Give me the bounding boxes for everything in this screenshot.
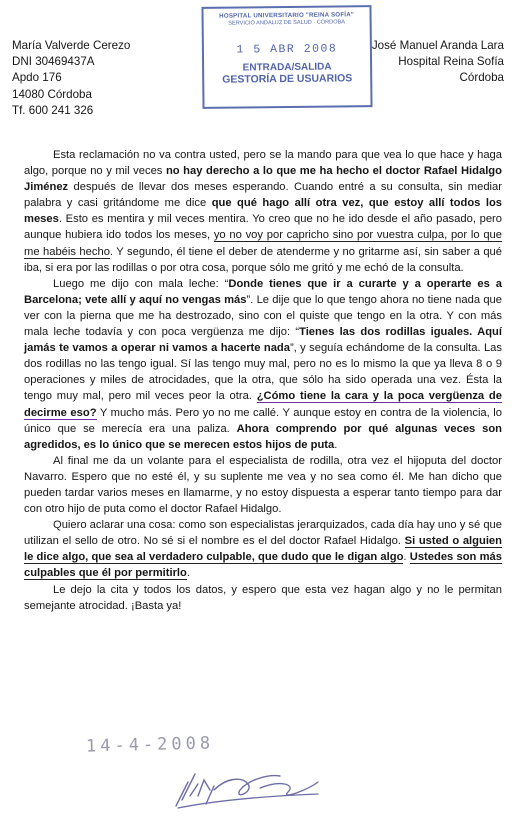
sender-city: 14080 Córdoba — [12, 87, 92, 101]
sender-address-block — [12, 38, 130, 119]
underlined-phrase: yo no voy por capricho sino por vuestra culpa, por lo que me habéis hecho — [24, 229, 502, 258]
text-run: ”. Le dije que lo que tengo ahora no tiene nada que ver con la pierna que me ha destrozado, sino con el quiste que tengo en la otra. Y con más mala leche todavía y con poca vergüenza me dijo: “ — [24, 293, 502, 339]
text-run: Quiero aclarar una cosa: como son especialistas jerarquizados, cada día hay uno y sé que utilizan el sello de otro. No sé si el nombre es el del doctor Rafael Hidalgo. — [24, 519, 503, 548]
sender-name: María Valverde Cerezo — [12, 39, 131, 52]
bold-claim: no hay derecho a lo que me ha hecho el doctor Rafael Hidalgo Jiménez — [24, 165, 502, 194]
paragraph-5: Le dejo la cita y todos los datos, y espero que esta vez hagan algo y no le permitan semejante atrocidad. ¡Basta ya! — [24, 583, 502, 612]
recipient-city: Córdoba — [459, 71, 504, 85]
text-run: . — [403, 551, 410, 564]
sender-phone: Tf. 600 241 326 — [12, 103, 94, 117]
stamp-date: 1 5 ABR 2008 — [236, 42, 338, 57]
text-run: . Esto es mentira y mil veces mentira. Yo creo que no he ido desde el año pasado, pero aunque hubiera ido todos los meses, — [24, 213, 502, 242]
paragraph-4 — [24, 517, 502, 581]
sender-apdo: Apdo 176 — [12, 71, 62, 85]
recipient-hospital: Hospital Reina Sofía — [398, 55, 504, 69]
text-run: . Y segundo, él tiene el deber de atenderme y no gritarme así, sin saber a qué iba, si era por las rodillas o por otra cosa, porque sólo me gritó y me echó de la consulta. — [24, 245, 502, 274]
text-run: ”, y seguía echándome de la consulta. Las dos rodillas no las tengo igual. Sí las tengo muy mal, pero no es lo mismo la que ya lleva 8 o 9 operaciones y miles de atrocidades, que la otra, que sólo ha sido operada una vez. Ésta la tengo muy mal, pero mil veces peor la otra. — [24, 342, 502, 403]
handwritten-date: 14-4-2008 — [85, 733, 215, 757]
stamp-hospital-line: HOSPITAL UNIVERSITARIO "REINA SOFÍA" — [219, 11, 355, 20]
registry-stamp — [201, 5, 372, 109]
bold-quote: Tienes las dos rodillas iguales. Aquí jamás te vamos a operar ni vamos a hacerte nada — [24, 326, 502, 355]
text-run: Esta reclamación no va contra usted, pero se la mando para que vea lo que hace y haga algo, porque no y mil veces — [24, 149, 502, 178]
letter-body — [24, 147, 502, 614]
recipient-name: José Manuel Aranda Lara — [371, 39, 504, 52]
signature — [168, 760, 358, 812]
bold-quote: Donde tienes que ir a curarte y a operarte es a Barcelona; vete allí y aquí no vengas más — [24, 277, 502, 306]
bold-underlined-statement: Ustedes son más culpables que él por permitirlo — [24, 551, 502, 580]
text-run: . — [186, 567, 190, 580]
recipient-address-block — [372, 38, 504, 87]
stamp-department: GESTORÍA DE USUARIOS — [222, 72, 353, 86]
text-run: después de llevar dos meses esperando. Cuando entré a su consulta, sin mediar palabra y casi gritándome me dice — [24, 181, 502, 210]
stamp-entry-label: ENTRADA/SALIDA — [242, 61, 332, 74]
text-run: Y mucho más. Pero yo no me callé. Y aunque estoy en contra de la violencia, lo único que se merecía era una paliza. — [24, 406, 502, 435]
text-run: Luego me dijo con mala leche: “ — [53, 277, 229, 290]
paragraph-3: Al final me da un volante para el especialista de rodilla, otra vez el hijoputa del doctor Navarro. Espero que no esté él, y su suplente me vea y no sea como él. Me han dicho que pueden tardar varios meses en llamarme, y no estoy dispuesta a esperar tanto tiempo para dar con otro hijo de puta como el doctor Rafael Hidalgo. — [24, 454, 502, 516]
paragraph-2 — [24, 276, 502, 453]
bold-underlined-question: ¿Cómo tiene la cara y la poca vergüenza de decirme eso? — [24, 390, 502, 419]
bold-underlined-statement: Si usted o alguien le dice algo, que sea al verdadero culpable, que dudo que le digan algo — [24, 535, 502, 564]
stamp-service-line: SERVICIO ANDALUZ DE SALUD · CÓRDOBA — [228, 19, 346, 27]
bold-quote: que qué hago allí otra vez, que estoy allí todos los meses — [24, 197, 503, 226]
bold-statement: Ahora comprendo por qué algunas veces son agredidos, es lo único que se merecen estos hijos de puta — [24, 422, 502, 451]
text-run: . — [334, 438, 338, 451]
sender-dni: DNI 30469437A — [12, 55, 95, 69]
paragraph-1 — [24, 147, 502, 276]
